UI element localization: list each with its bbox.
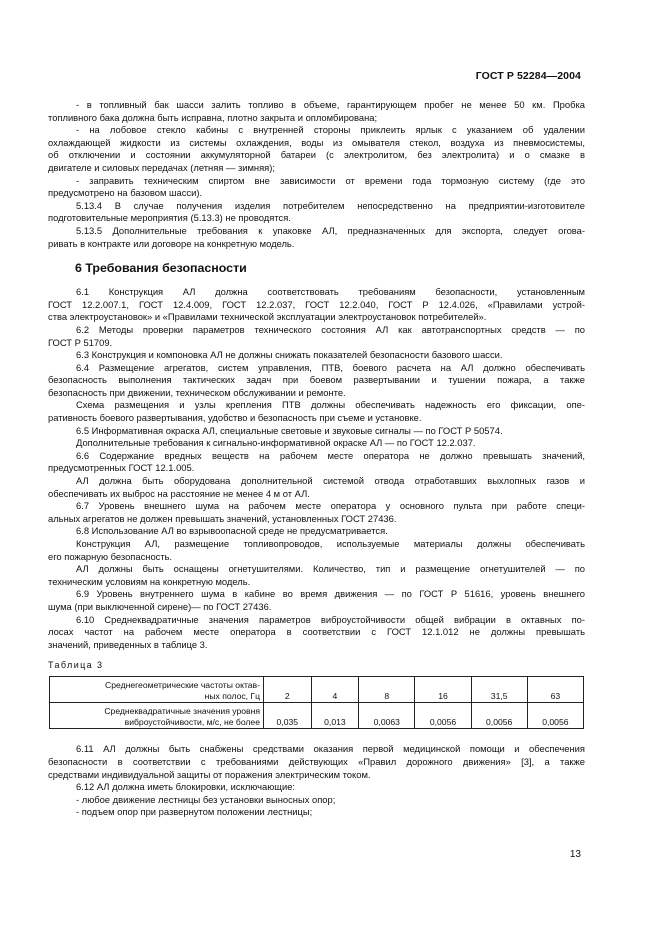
table-row	[50, 677, 584, 703]
text-line: АЛ должна быть оборудована дополнительной системой отвода отработавших выхлопных газов и	[76, 475, 585, 487]
text-line: 6.9 Уровень внутреннего шума в кабине во время движения — по ГОСТ Р 51616, уровень внешнего	[76, 588, 585, 600]
text-line: Конструкция АЛ, размещение топливопроводов, используемые материалы должны обеспечивать	[76, 538, 585, 549]
text-line: - на лобовое стекло кабины с внутренней стороны приклеить ярлык с указанием об удалении	[76, 124, 585, 136]
text-line: - любое движение лестницы без установки выносных опор;	[76, 793, 336, 805]
table-row	[50, 703, 584, 729]
text-line: 6.2 Методы проверки параметров технического состояния АЛ как автотранспортных средств — по	[76, 323, 585, 335]
text-line: безопасность выполнения тактических задач при боевом развертывании и тушении пожара, а также	[48, 374, 585, 386]
text-line: лосах частот на рабочем месте оператора в соответствии с ГОСТ 12.1.012 не должны превышать	[48, 626, 585, 638]
text-line: двигателе и силовых передачах (летняя — зимняя);	[48, 161, 275, 173]
text-line: его пожарную безопасность.	[48, 550, 173, 562]
text-line: ративность боевого развертывания, удобство и безопасность при съеме и установке.	[48, 412, 422, 424]
row-header-line: Среднеквадратичные значения уровня	[104, 706, 260, 717]
text-line: 6.12 АЛ должна иметь блокировки, исключающие:	[76, 781, 296, 793]
text-line: альных агрегатов не должен превышать значений, установленных ГОСТ 27436.	[48, 512, 397, 524]
row-header-line: Среднегеометрические частоты октав-	[105, 680, 260, 691]
text-line: - в топливный бак шасси залить топливо в объеме, гарантирующем пробег не менее 50 км. Пробка	[76, 99, 585, 110]
text-line: 5.13.4 В случае получения изделия потребителем непосредственно на предприятии-изготовителе	[76, 199, 585, 211]
text-line: ГОСТ Р 51709.	[48, 336, 113, 348]
table-row-header	[50, 703, 264, 729]
text-line: Схема размещения и узлы крепления ПТВ должны обеспечивать надежность его фиксации, опе-	[76, 399, 585, 411]
text-line: предусмотренных ГОСТ 12.1.005.	[48, 462, 195, 474]
text-line: техническим условиям на конкретную модель.	[48, 575, 251, 587]
section-heading: 6 Требования безопасности	[75, 261, 247, 276]
text-line: АЛ должны быть оснащены огнетушителями. Количество, тип и размещение огнетушителей — по	[76, 563, 585, 575]
text-line: 6.5 Информативная окраска АЛ, специальные световые и звуковые сигналы — по ГОСТ Р 50574.	[76, 424, 503, 436]
table-cell: 4	[311, 677, 359, 703]
text-line: безопасности в соответствии с требованиями действующих «Правил дорожного движения» [3], а также	[48, 755, 585, 767]
text-line: 6.6 Содержание вредных веществ на рабочем месте оператора не должно превышать значений,	[76, 449, 585, 461]
table-cell: 2	[264, 677, 312, 703]
table-cell: 0,0056	[415, 703, 471, 729]
text-line: средствами индивидуальной защиты от поражения электрическим током.	[48, 768, 371, 780]
text-line: - подъем опор при развернутом положении лестницы;	[76, 806, 313, 818]
text-line: охлаждающей жидкости из системы охлаждения, воды из омывателя стекол, воздуха из пневмосистемы,	[48, 136, 585, 148]
text-line: 6.11 АЛ должны быть снабжены средствами оказания первой медицинской помощи и обеспечения	[76, 743, 585, 755]
text-line: шума (при выключенной сирене)— по ГОСТ 27436.	[48, 600, 272, 612]
document-number-header: ГОСТ Р 52284—2004	[475, 70, 581, 82]
table-cell: 0,035	[264, 703, 312, 729]
row-header-line: ных полос, Гц	[204, 691, 260, 702]
paragraph-block-5-13	[48, 99, 585, 250]
text-line: подготовительные мероприятия (5.13.3) не проводятся.	[48, 212, 291, 224]
vibration-table	[49, 676, 584, 729]
text-line: ГОСТ 12.2.007.1, ГОСТ 12.4.009, ГОСТ 12.2.037, ГОСТ 12.2.040, ГОСТ Р 12.4.026, «Правилами устрой-	[48, 298, 585, 310]
table-cell: 0,0056	[527, 703, 583, 729]
document-body	[48, 99, 585, 819]
text-line: предусмотрено на базовом шасси).	[48, 187, 203, 199]
text-line: 6.3 Конструкция и компоновка АЛ не должны снижать показателей безопасности базового шасси.	[76, 349, 503, 361]
paragraph-block-section-6	[48, 286, 585, 651]
text-line: 6.7 Уровень внешнего шума на рабочем месте оператора у основного пульта при работе специ-	[76, 500, 585, 512]
table-cell: 63	[527, 677, 583, 703]
page-number: 13	[569, 849, 581, 860]
table-row-header	[50, 677, 264, 703]
text-line: об отключении и состоянии аккумуляторной батареи (с электролитом, без электролита) и о смазке в	[48, 149, 585, 161]
text-line: - заправить техническим спиртом вне зависимости от времени года тормозную систему (где это	[76, 174, 585, 186]
text-line: 6.4 Размещение агрегатов, систем управления, ПТВ, боевого расчета на АЛ должно обеспечивать	[76, 361, 585, 373]
text-line: 5.13.5 Дополнительные требования к упаковке АЛ, предназначенных для экспорта, следует огова-	[76, 224, 585, 236]
table-cell: 0,0056	[471, 703, 527, 729]
text-line: топливного бака должна быть исправна, плотно закрыта и опломбирована;	[48, 111, 378, 123]
text-line: 6.8 Использование АЛ во взрывоопасной среде не предусматривается.	[76, 525, 388, 537]
table-cell: 31,5	[471, 677, 527, 703]
table-cell: 0,013	[311, 703, 359, 729]
text-line: обеспечивать их выброс на расстояние не менее 4 м от АЛ.	[48, 487, 310, 499]
text-line: 6.1 Конструкция АЛ должна соответствовать требованиям безопасности, установленным	[76, 286, 585, 298]
text-line: значений, приведенных в таблице 3.	[48, 638, 208, 650]
table-cell: 8	[359, 677, 415, 703]
text-line: 6.10 Среднеквадратичные значения параметров виброустойчивости общей вибрации в октавных по-	[76, 613, 585, 625]
table-caption: Таблица 3	[48, 660, 104, 671]
text-line: Дополнительные требования к сигнально-информативной окраске АЛ — по ГОСТ 12.2.037.	[76, 437, 476, 449]
text-line: безопасность при движении, техническом обслуживании и ремонте.	[48, 386, 346, 398]
text-line: ства электроустановок» и «Правилами технической эксплуатации электроустановок потребителей».	[48, 311, 487, 323]
row-header-line: виброустойчивости, м/с, не более	[124, 717, 260, 728]
table-cell: 16	[415, 677, 471, 703]
table-cell: 0,0063	[359, 703, 415, 729]
paragraph-block-6-11	[48, 743, 585, 819]
text-line: ривать в контракте или договоре на конкретную модель.	[48, 237, 295, 249]
